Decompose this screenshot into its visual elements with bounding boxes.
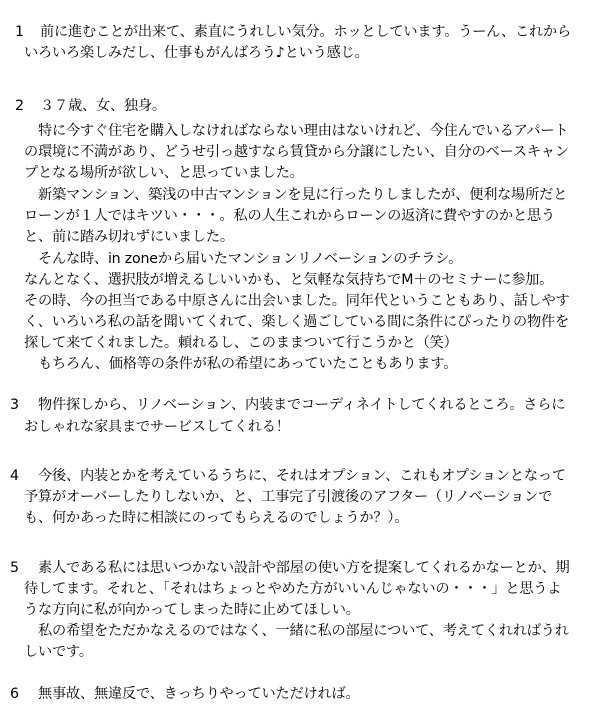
answer-2-line-2: 特に今すぐ住宅を購入しなければならない理由はないけれど、今住んでいるアパート — [38, 123, 569, 139]
answer-2-line-12: 探して来てくれました。頼れるし、このままついて行こうかと（笑） — [24, 335, 458, 351]
answer-2-line-8: そんな時、in zoneから届いたマンションリノベーションのチラシ。 — [38, 251, 463, 267]
answer-number-3: 3 — [10, 397, 19, 413]
answer-5-line-2: 待してます。それと、「それはちょっとやめた方がいいんじゃないの・・・」と思うよ — [24, 581, 562, 597]
answer-3-line-1: 物件探しから、リノベーション、内装までコーディネイトしてくれるところ。さらに — [38, 397, 566, 413]
answer-4-line-2: 予算がオーバーしたりしないか、と、工事完了引渡後のアフター（リノベーションで — [24, 489, 553, 505]
answer-2-line-9: なんとなく、選択肢が増えるしいいかも、と気軽な気持ちでM＋のセミナーに参加。 — [24, 272, 554, 288]
answer-number-4: 4 — [10, 468, 19, 484]
answer-2-line-5: 新築マンション、築浅の中古マンションを見に行ったりしましたが、便利な場所だと — [38, 187, 568, 203]
answer-2-line-6: ローンが１人ではキツい・・・。私の人生これからローンの返済に費やすのかと思う — [24, 208, 555, 224]
answer-number-6: 6 — [10, 686, 19, 702]
answer-5-line-4: 私の希望をただかなえるのではなく、一緒に私の部屋について、考えてくれればうれ — [38, 623, 569, 639]
answer-2-line-13: もちろん、価格等の条件が私の希望にあっていたこともあります。 — [38, 356, 458, 372]
answer-2-line-4: プとなる場所が欲しい、と思っていました。 — [24, 165, 304, 181]
answer-4-line-3: も、何かあった時に相談にのってもらえるのでしょうか？）。 — [24, 510, 409, 526]
answer-2-line-10: その時、今の担当である中原さんに出会いました。同年代ということもあり、話しやす — [24, 293, 570, 309]
answer-number-5: 5 — [10, 560, 19, 576]
answer-2-line-1: ３７歳、女、独身。 — [40, 98, 166, 114]
answer-number-2: 2 — [15, 98, 24, 114]
answer-1-line-1: 前に進むことが出来て、素直にうれしい気分。ホッとしています。うーん、これから — [40, 24, 571, 40]
answer-5-line-3: うな方向に私が向かってしまった時に止めてほしい。 — [24, 602, 360, 618]
answer-number-1: 1 — [15, 24, 24, 40]
answer-6-line-1: 無事故、無違反で、きっちりやっていただければ。 — [38, 686, 360, 702]
answer-1-line-2: いろいろ楽しみだし、仕事もがんばろう♪という感じ。 — [24, 45, 369, 61]
answer-3-line-2: おしゃれな家具までサービスしてくれる！ — [24, 419, 290, 435]
answer-2-line-7: と、前に踏み切れずにいました。 — [24, 229, 234, 245]
answer-5-line-5: しいです。 — [24, 644, 93, 660]
answer-2-line-3: の環境に不満があり、どうせ引っ越すなら賃貸から分譲にしたい、自分のベースキャン — [24, 144, 569, 160]
answer-5-line-1: 素人である私には思いつかない設計や部屋の使い方を提案してくれるかなーとか、期 — [38, 560, 570, 576]
answer-4-line-1: 今後、内装とかを考えているうちに、それはオプション、これもオプションとなって — [38, 468, 566, 484]
answer-2-line-11: く、いろいろ私の話を聞いてくれて、楽しく過ごしている間に条件にぴったりの物件を — [24, 314, 569, 330]
